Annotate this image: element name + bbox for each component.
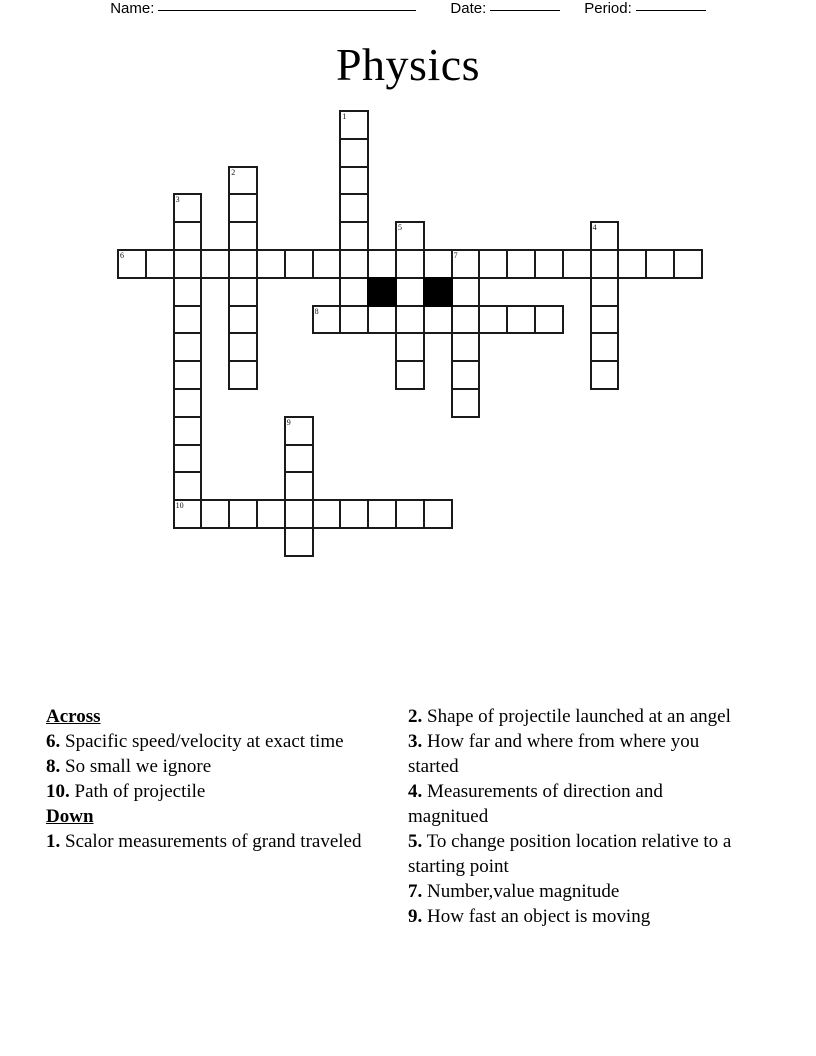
- clue-number: 5.: [408, 831, 423, 852]
- cell-number: 3: [175, 195, 180, 205]
- crossword-cell[interactable]: [423, 249, 453, 279]
- clue-text: Shape of projectile launched at an angel: [422, 706, 731, 727]
- crossword-cell[interactable]: [339, 138, 369, 168]
- crossword-cell[interactable]: [256, 499, 286, 529]
- cell-number: 8: [314, 306, 319, 316]
- clue-text: How far and where from where you started: [408, 731, 700, 777]
- crossword-cell[interactable]: [590, 360, 620, 390]
- down-clue-list-left: [46, 829, 386, 854]
- crossword-cell[interactable]: [395, 305, 425, 335]
- clue-number: 8.: [46, 756, 61, 777]
- clue-number: 10.: [46, 781, 70, 802]
- down-heading: Down: [46, 806, 94, 827]
- cell-number: 1: [342, 112, 347, 121]
- crossword-cell[interactable]: [478, 305, 508, 335]
- cell-number: 10: [175, 501, 184, 511]
- crossword-cell[interactable]: [339, 221, 369, 251]
- cell-number: 4: [592, 223, 597, 233]
- crossword-cell[interactable]: [451, 249, 481, 279]
- clue-number: 3.: [408, 731, 423, 752]
- crossword-cell[interactable]: [590, 277, 620, 307]
- crossword-cell[interactable]: [506, 305, 536, 335]
- cell-number: 6: [120, 251, 124, 260]
- clue-number: 9.: [408, 906, 423, 927]
- down-clue-item: [408, 829, 738, 879]
- across-clue-item: [46, 779, 386, 804]
- crossword-cell[interactable]: [506, 249, 536, 279]
- down-clue-item: [408, 729, 738, 779]
- crossword-cell[interactable]: [173, 499, 203, 529]
- crossword-cell[interactable]: [173, 305, 203, 335]
- name-label: Name:: [110, 0, 155, 17]
- crossword-cell[interactable]: [256, 249, 286, 279]
- crossword-cell[interactable]: [395, 249, 425, 279]
- across-clue-item: [46, 754, 386, 779]
- crossword-cell[interactable]: [617, 249, 647, 279]
- cell-number: 7: [453, 251, 458, 260]
- crossword-cell[interactable]: [173, 471, 203, 501]
- crossword-cell[interactable]: [590, 305, 620, 335]
- crossword-cell[interactable]: [339, 193, 369, 223]
- crossword-cell[interactable]: [284, 249, 314, 279]
- clues-column-left: [46, 704, 386, 854]
- period-label: Period:: [584, 0, 632, 17]
- cell-number: 2: [231, 167, 236, 177]
- clue-text: How fast an object is moving: [422, 906, 651, 927]
- crossword-cell[interactable]: [145, 249, 175, 279]
- crossword-cell[interactable]: [228, 305, 258, 335]
- crossword-cell[interactable]: [284, 527, 314, 557]
- down-clue-item: [408, 779, 738, 829]
- across-clue-list: [46, 729, 386, 804]
- crossword-cell[interactable]: [173, 277, 203, 307]
- crossword-cell[interactable]: [173, 360, 203, 390]
- crossword-cell[interactable]: [673, 249, 703, 279]
- clue-number: 2.: [408, 706, 423, 727]
- crossword-cell[interactable]: [451, 332, 481, 362]
- crossword-cell[interactable]: [312, 305, 342, 335]
- crossword-cell[interactable]: [284, 471, 314, 501]
- crossword-cell[interactable]: [534, 305, 564, 335]
- crossword-cell[interactable]: [228, 360, 258, 390]
- crossword-cell[interactable]: [200, 249, 230, 279]
- clue-text: So small we ignore: [60, 756, 212, 777]
- crossword-cell[interactable]: [395, 277, 425, 307]
- clue-number: 7.: [408, 881, 423, 902]
- clue-text: Number,value magnitude: [422, 881, 620, 902]
- crossword-cell[interactable]: [478, 249, 508, 279]
- crossword-block-cell: [423, 277, 453, 307]
- crossword-cell[interactable]: [395, 221, 425, 251]
- crossword-cell[interactable]: [590, 249, 620, 279]
- crossword-cell[interactable]: [312, 499, 342, 529]
- crossword-cell[interactable]: [312, 249, 342, 279]
- crossword-cell[interactable]: [284, 444, 314, 474]
- crossword-cell[interactable]: [228, 166, 258, 196]
- crossword-cell[interactable]: [228, 249, 258, 279]
- crossword-cell[interactable]: [228, 277, 258, 307]
- crossword-cell[interactable]: [534, 249, 564, 279]
- clue-text: To change position location relative to a starting point: [408, 831, 732, 877]
- crossword-cell[interactable]: [451, 305, 481, 335]
- crossword-cell[interactable]: [173, 332, 203, 362]
- crossword-cell[interactable]: [284, 416, 314, 446]
- crossword-cell[interactable]: [423, 499, 453, 529]
- down-clue-item: [408, 704, 738, 729]
- page-title: Physics: [335, 39, 481, 90]
- down-clue-item: [408, 904, 738, 929]
- across-clue-item: [46, 729, 386, 754]
- cell-number: 5: [398, 223, 402, 233]
- crossword-cell[interactable]: [173, 388, 203, 418]
- crossword-cell[interactable]: [284, 499, 314, 529]
- crossword-cell[interactable]: [367, 249, 397, 279]
- crossword-cell[interactable]: [339, 305, 369, 335]
- crossword-cell[interactable]: [339, 249, 369, 279]
- crossword-cell[interactable]: [590, 221, 620, 251]
- crossword-cell[interactable]: [367, 499, 397, 529]
- crossword-cell[interactable]: [395, 499, 425, 529]
- crossword-cell[interactable]: [562, 249, 592, 279]
- down-clue-list-right: [408, 704, 738, 929]
- crossword-cell[interactable]: [228, 332, 258, 362]
- crossword-cell[interactable]: [173, 444, 203, 474]
- clue-text: Path of projectile: [69, 781, 206, 802]
- crossword-block-cell: [367, 277, 397, 307]
- down-clue-item: [408, 879, 738, 904]
- crossword-cell[interactable]: [339, 277, 369, 307]
- crossword-cell[interactable]: [451, 360, 481, 390]
- crossword-cell[interactable]: [173, 221, 203, 251]
- crossword-cell[interactable]: [395, 332, 425, 362]
- crossword-cell[interactable]: [228, 221, 258, 251]
- clues-column-right: [408, 704, 738, 929]
- crossword-cell[interactable]: [339, 166, 369, 196]
- down-clue-item: [46, 829, 386, 854]
- clue-number: 1.: [46, 831, 61, 852]
- clue-number: 6.: [46, 731, 61, 752]
- clue-text: Measurements of direction and magnitued: [408, 781, 663, 827]
- crossword-cell[interactable]: [173, 249, 203, 279]
- crossword-cell[interactable]: [645, 249, 675, 279]
- crossword-cell[interactable]: [228, 193, 258, 223]
- clue-number: 4.: [408, 781, 423, 802]
- cell-number: 9: [286, 417, 291, 427]
- crossword-cell[interactable]: [200, 499, 230, 529]
- clues-section: [0, 700, 816, 1000]
- crossword-cell[interactable]: [228, 499, 258, 529]
- crossword-cell[interactable]: [423, 305, 453, 335]
- crossword-cell[interactable]: [173, 193, 203, 223]
- date-label: Date:: [450, 0, 487, 17]
- crossword-cell[interactable]: [117, 249, 147, 279]
- crossword-cell[interactable]: [590, 332, 620, 362]
- clue-text: Scalor measurements of grand traveled: [60, 831, 362, 852]
- crossword-cell[interactable]: [339, 110, 369, 140]
- crossword-cell[interactable]: [173, 416, 203, 446]
- crossword-cell[interactable]: [339, 499, 369, 529]
- across-heading: Across: [46, 706, 101, 727]
- crossword-cell[interactable]: [395, 360, 425, 390]
- crossword-cell[interactable]: [451, 388, 481, 418]
- crossword-cell[interactable]: [451, 277, 481, 307]
- crossword-cell[interactable]: [367, 305, 397, 335]
- clue-text: Spacific speed/velocity at exact time: [60, 731, 344, 752]
